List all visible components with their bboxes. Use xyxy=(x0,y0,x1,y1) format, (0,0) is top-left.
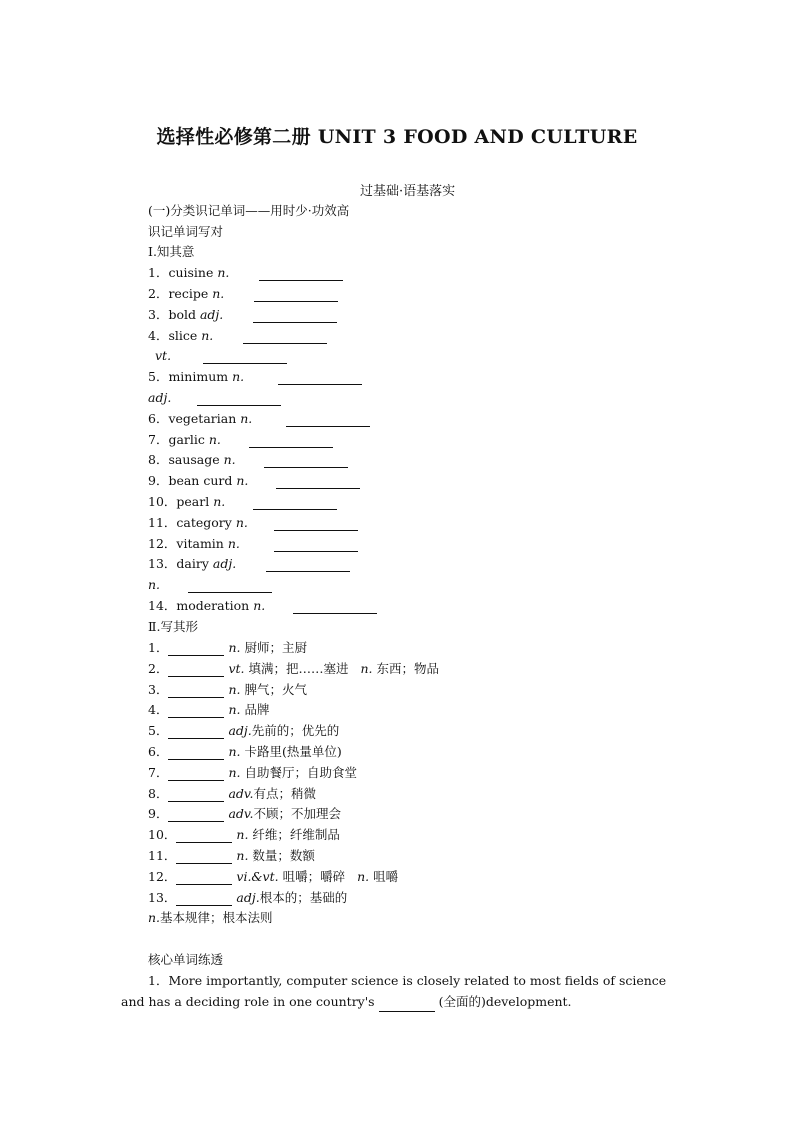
vocab-item: 1．cuisine n. xyxy=(148,264,343,281)
vocab-item: 10．pearl n. xyxy=(148,493,337,510)
answer-blank[interactable] xyxy=(286,413,370,427)
vocab-item: adj. xyxy=(148,389,281,406)
answer-blank[interactable] xyxy=(249,434,333,448)
vocab-item: 2． vt. 填满；把……塞进 n. 东西；物品 xyxy=(148,661,440,676)
sub-heading: 识记单词写对 xyxy=(148,224,224,239)
vocab-item: 5．minimum n. xyxy=(148,368,362,385)
answer-blank[interactable] xyxy=(168,684,224,698)
answer-blank[interactable] xyxy=(274,517,358,531)
vocab-item: 13．dairy adj. xyxy=(148,555,350,572)
vocab-item: 12． vi.&vt. 咀嚼；嚼碎 n. 咀嚼 xyxy=(148,869,399,884)
vocab-item: n.基本规律；根本法则 xyxy=(148,910,273,925)
vocab-item: 11．category n. xyxy=(148,514,358,531)
vocab-item: 5． adj.先前的；优先的 xyxy=(148,723,340,738)
vocab-item: 8．sausage n. xyxy=(148,451,348,468)
answer-blank[interactable] xyxy=(254,288,338,302)
answer-blank[interactable] xyxy=(253,309,337,323)
answer-blank[interactable] xyxy=(259,267,343,281)
section-subtitle: 过基础·语基落实 xyxy=(360,184,456,199)
vocab-item: 4．slice n. xyxy=(148,327,327,344)
core-heading: 核心单词练透 xyxy=(148,952,224,967)
exercise-item: 1．More importantly, computer science is closely related to most fields of science and has a deciding role in one country's (全面的)development. xyxy=(121,970,677,1012)
answer-blank[interactable] xyxy=(168,788,224,802)
answer-blank[interactable] xyxy=(176,871,232,885)
answer-blank[interactable] xyxy=(264,454,348,468)
answer-blank[interactable] xyxy=(243,330,327,344)
answer-blank[interactable] xyxy=(266,558,350,572)
vocab-item: 6．vegetarian n. xyxy=(148,410,370,427)
answer-blank[interactable] xyxy=(168,642,224,656)
section-intro: (一)分类识记单词——用时少·功效高 xyxy=(148,203,350,218)
answer-blank[interactable] xyxy=(379,998,435,1012)
answer-blank[interactable] xyxy=(168,746,224,760)
page-title: 选择性必修第二册 UNIT 3 FOOD AND CULTURE xyxy=(156,126,638,148)
vocab-item: 3．bold adj. xyxy=(148,306,337,323)
answer-blank[interactable] xyxy=(176,850,232,864)
answer-blank[interactable] xyxy=(168,725,224,739)
vocab-item: 1． n. 厨师；主厨 xyxy=(148,640,307,655)
vocab-item: 2．recipe n. xyxy=(148,285,338,302)
answer-blank[interactable] xyxy=(168,663,224,677)
answer-blank[interactable] xyxy=(176,829,232,843)
answer-blank[interactable] xyxy=(188,579,272,593)
vocab-item: 6． n. 卡路里(热量单位) xyxy=(148,744,342,759)
vocab-item: 10． n. 纤维；纤维制品 xyxy=(148,827,340,842)
vocab-item: 12．vitamin n. xyxy=(148,535,358,552)
part2-heading: Ⅱ.写其形 xyxy=(148,619,198,634)
answer-blank[interactable] xyxy=(197,392,281,406)
vocab-item: 9． adv.不顾；不加理会 xyxy=(148,806,341,821)
vocab-item: vt. xyxy=(155,347,287,364)
answer-blank[interactable] xyxy=(276,475,360,489)
vocab-item: 9．bean curd n. xyxy=(148,472,360,489)
part1-heading: Ⅰ.知其意 xyxy=(148,244,195,259)
vocab-item: 14．moderation n. xyxy=(148,597,377,614)
vocab-item: 11． n. 数量；数额 xyxy=(148,848,315,863)
vocab-item: 13． adj.根本的；基础的 xyxy=(148,890,348,905)
answer-blank[interactable] xyxy=(253,496,337,510)
answer-blank[interactable] xyxy=(203,350,287,364)
answer-blank[interactable] xyxy=(168,704,224,718)
vocab-item: n. xyxy=(148,576,272,593)
vocab-item: 4． n. 品牌 xyxy=(148,702,270,717)
answer-blank[interactable] xyxy=(168,808,224,822)
answer-blank[interactable] xyxy=(176,892,232,906)
answer-blank[interactable] xyxy=(278,371,362,385)
answer-blank[interactable] xyxy=(168,767,224,781)
vocab-item: 8． adv.有点；稍微 xyxy=(148,786,316,801)
vocab-item: 3． n. 脾气；火气 xyxy=(148,682,307,697)
vocab-item: 7． n. 自助餐厅；自助食堂 xyxy=(148,765,357,780)
answer-blank[interactable] xyxy=(293,600,377,614)
vocab-item: 7．garlic n. xyxy=(148,431,333,448)
answer-blank[interactable] xyxy=(274,538,358,552)
